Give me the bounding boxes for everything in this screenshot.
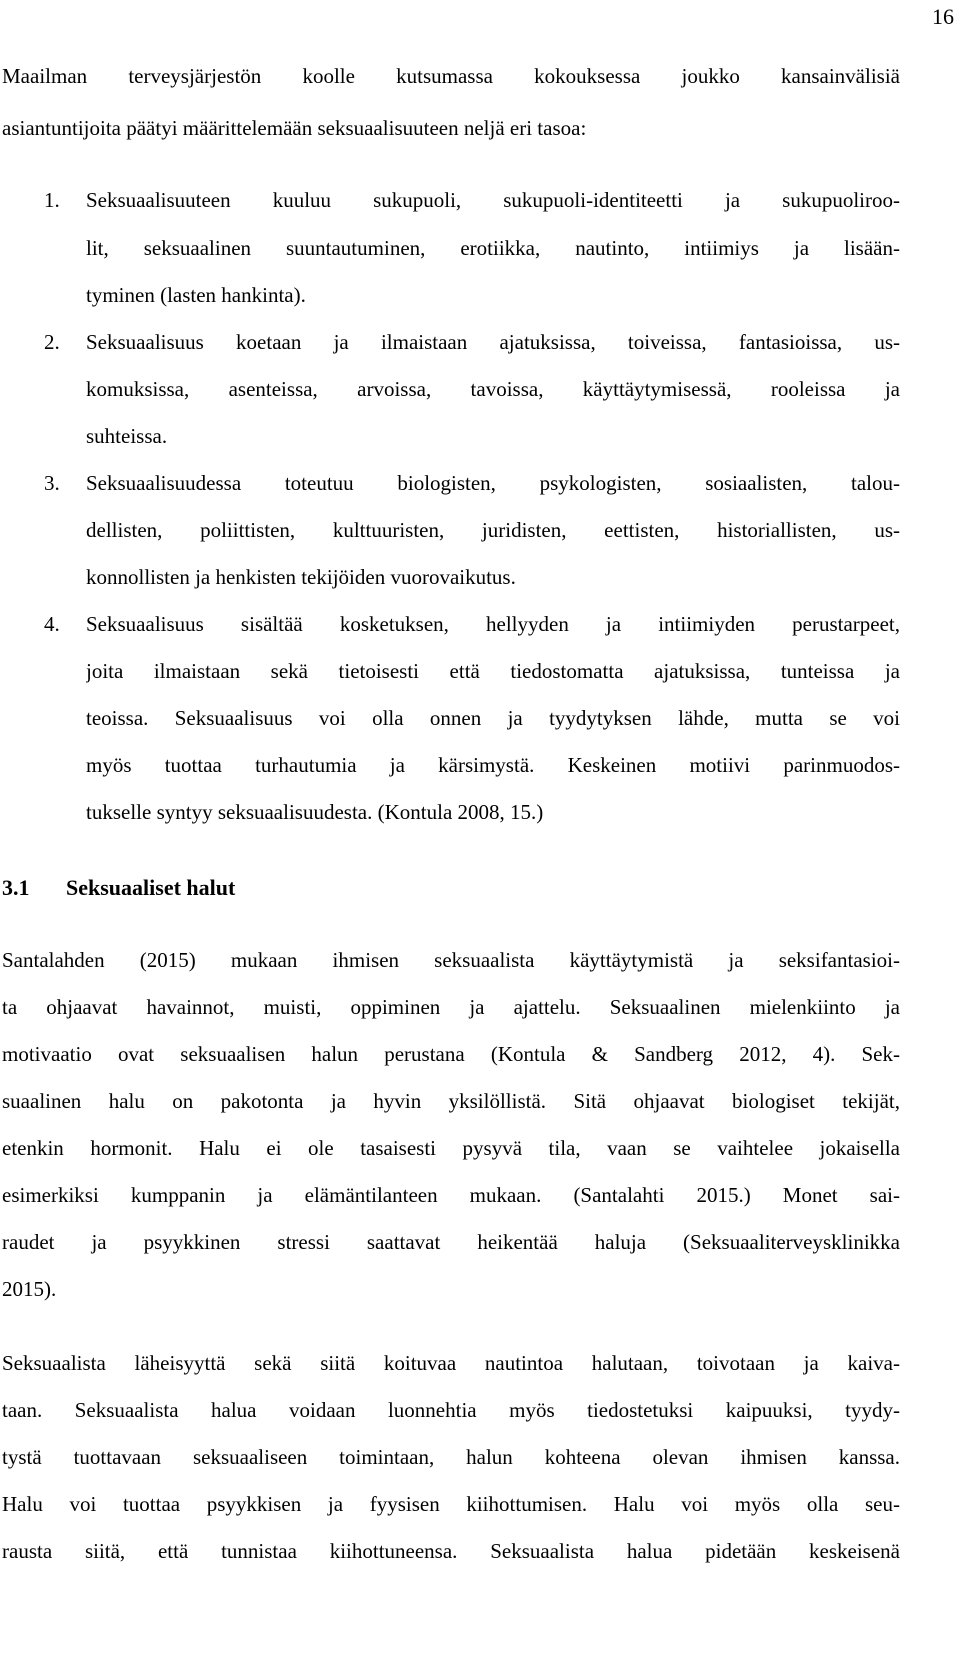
section-number: 3.1 xyxy=(2,875,30,900)
list-item-2-number: 2. xyxy=(44,330,60,354)
list-item-4-line-4: myös tuottaa turhautumia ja kärsimystä. Keskeinen motiivi parinmuodos- xyxy=(86,753,900,777)
paragraph-1-line-5: etenkin hormonit. Halu ei ole tasaisesti pysyvä tila, vaan se vaihtelee jokaisella xyxy=(2,1136,900,1160)
paragraph-1-line-2: ta ohjaavat havainnot, muisti, oppiminen ja ajattelu. Seksuaalinen mielenkiinto ja xyxy=(2,995,900,1019)
list-item-1-line-1: Seksuaalisuuteen kuuluu sukupuoli, sukupuoli-identiteetti ja sukupuoliroo- xyxy=(86,188,900,212)
intro-line-1: Maailman terveysjärjestön koolle kutsumassa kokouksessa joukko kansainvälisiä xyxy=(2,64,900,88)
paragraph-1-line-8: 2015). xyxy=(2,1277,57,1301)
page-number: 16 xyxy=(932,4,954,29)
paragraph-1-line-6: esimerkiksi kumppanin ja elämäntilanteen mukaan. (Santalahti 2015.) Monet sai- xyxy=(2,1183,900,1207)
paragraph-1-line-3: motivaatio ovat seksuaalisen halun perustana (Kontula & Sandberg 2012, 4). Sek- xyxy=(2,1042,900,1066)
intro-line-2: asiantuntijoita päätyi määrittelemään seksuaalisuuteen neljä eri tasoa: xyxy=(2,116,587,140)
paragraph-2-line-1: Seksuaalista läheisyyttä sekä siitä koituvaa nautintoa halutaan, toivotaan ja kaiva- xyxy=(2,1351,900,1375)
list-item-4-line-5: tukselle syntyy seksuaalisuudesta. (Kontula 2008, 15.) xyxy=(86,800,544,824)
list-item-3-line-1: Seksuaalisuudessa toteutuu biologisten, psykologisten, sosiaalisten, talou- xyxy=(86,471,900,495)
section-title: Seksuaaliset halut xyxy=(66,875,236,900)
list-item-4-line-2: joita ilmaistaan sekä tietoisesti että tiedostomatta ajatuksissa, tunteissa ja xyxy=(86,659,900,683)
paragraph-2-line-5: rausta siitä, että tunnistaa kiihottuneensa. Seksuaalista halua pidetään keskeisenä xyxy=(2,1539,900,1563)
list-item-4-line-3: teoissa. Seksuaalisuus voi olla onnen ja tyydytyksen lähde, mutta se voi xyxy=(86,706,900,730)
list-item-4-line-1: Seksuaalisuus sisältää kosketuksen, hellyyden ja intiimiyden perustarpeet, xyxy=(86,612,900,636)
paragraph-1-line-7: raudet ja psyykkinen stressi saattavat heikentää haluja (Seksuaaliterveysklinikka xyxy=(2,1230,900,1254)
paragraph-2-line-4: Halu voi tuottaa psyykkisen ja fyysisen kiihottumisen. Halu voi myös olla seu- xyxy=(2,1492,900,1516)
list-item-3-number: 3. xyxy=(44,471,60,495)
paragraph-1-line-1: Santalahden (2015) mukaan ihmisen seksuaalista käyttäytymistä ja seksifantasioi- xyxy=(2,948,900,972)
list-item-3-line-2: dellisten, poliittisten, kulttuuristen, juridisten, eettisten, historiallisten, us- xyxy=(86,518,900,542)
list-item-2-line-1: Seksuaalisuus koetaan ja ilmaistaan ajatuksissa, toiveissa, fantasioissa, us- xyxy=(86,330,900,354)
list-item-2-line-3: suhteissa. xyxy=(86,424,168,448)
paragraph-1-line-4: suaalinen halu on pakotonta ja hyvin yksilöllistä. Sitä ohjaavat biologiset tekijät, xyxy=(2,1089,900,1113)
list-item-1-line-2: lit, seksuaalinen suuntautuminen, erotiikka, nautinto, intiimiys ja lisään- xyxy=(86,236,900,260)
list-item-1-number: 1. xyxy=(44,188,60,212)
paragraph-2-line-2: taan. Seksuaalista halua voidaan luonnehtia myös tiedostetuksi kaipuuksi, tyydy- xyxy=(2,1398,900,1422)
list-item-3-line-3: konnollisten ja henkisten tekijöiden vuorovaikutus. xyxy=(86,565,516,589)
list-item-4-number: 4. xyxy=(44,612,60,636)
list-item-2-line-2: komuksissa, asenteissa, arvoissa, tavoissa, käyttäytymisessä, rooleissa ja xyxy=(86,377,900,401)
list-item-1-line-3: tyminen (lasten hankinta). xyxy=(86,283,306,307)
paragraph-2-line-3: tystä tuottavaan seksuaaliseen toimintaan, halun kohteena olevan ihmisen kanssa. xyxy=(2,1445,900,1469)
